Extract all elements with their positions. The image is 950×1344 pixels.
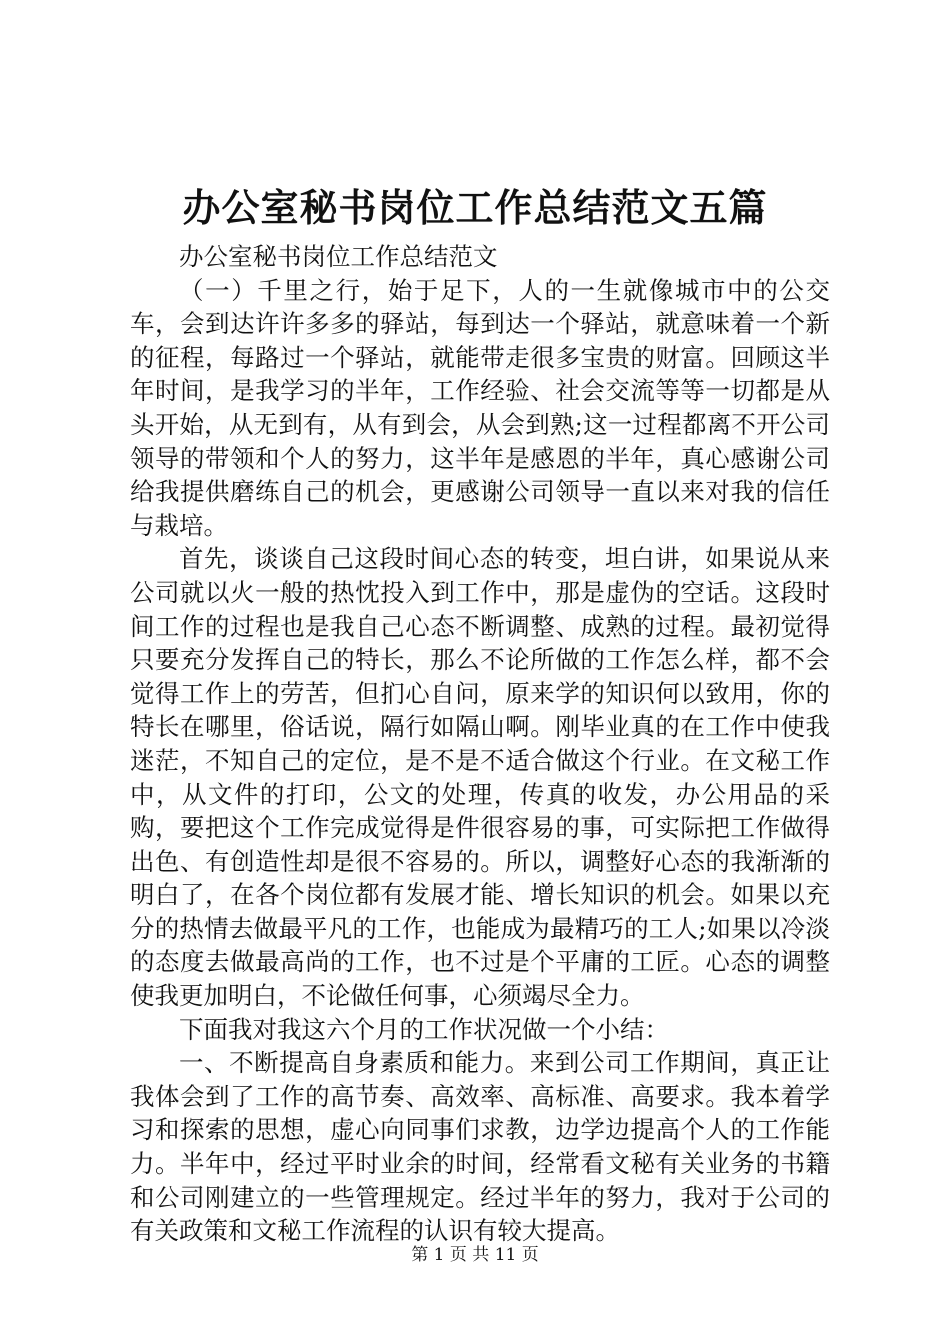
body-paragraph: （一）千里之行，始于足下，人的一生就像城市中的公交车，会到达许许多多的驿站，每到达一个驿站，就意味着一个新的征程，每路过一个驿站，就能带走很多宝贵的财富。回顾这半年时间，是我学习的半年，工作经验、社会交流等等一切都是从头开始，从无到有，从有到会，从会到熟;这一过程都离不开公司领导的带领和个人的努力，这半年是感恩的半年，真心感谢公司给我提供磨练自己的机会，更感谢公司领导一直以来对我的信任与栽培。 (130, 275, 830, 540)
body-paragraph: 一、不断提高自身素质和能力。来到公司工作期间，真正让我体会到了工作的高节奏、高效率、高标准、高要求。我本着学习和探索的思想，虚心向同事们求教，边学边提高个人的工作能力。半年中，经过平时业余的时间，经常看文秘有关业务的书籍和公司刚建立的一些管理规定。经过半年的努力，我对于公司的有关政策和文秘工作流程的认识有较大提高。 (130, 1048, 830, 1246)
document-title: 办公室秘书岗位工作总结范文五篇 (182, 185, 768, 230)
page-number-footer: 第 1 页 共 11 页 (411, 1245, 539, 1265)
body-paragraph: 下面我对我这六个月的工作状况做一个小结： (179, 1014, 669, 1044)
subtitle-paragraph: 办公室秘书岗位工作总结范文 (179, 242, 498, 271)
document-body (130, 240, 830, 1248)
body-paragraph: 首先，谈谈自己这段时间心态的转变，坦白讲，如果说从来公司就以火一般的热忱投入到工作中，那是虚伪的空话。这段时间工作的过程也是我自己心态不断调整、成熟的过程。最初觉得只要充分发挥自己的特长，那么不论所做的工作怎么样，都不会觉得工作上的劳苦，但扪心自问，原来学的知识何以致用，你的特长在哪里，俗话说，隔行如隔山啊。刚毕业真的在工作中使我迷茫，不知自己的定位，是不是不适合做这个行业。在文秘工作中，从文件的打印，公文的处理，传真的收发，办公用品的采购，要把这个工作完成觉得是件很容易的事，可实际把工作做得出色、有创造性却是很不容易的。所以，调整好心态的我渐渐的明白了，在各个岗位都有发展才能、增长知识的机会。如果以充分的热情去做最平凡的工作，也能成为最精巧的工人;如果以冷淡的态度去做最高尚的工作，也不过是个平庸的工匠。心态的调整使我更加明白，不论做任何事，心须竭尽全力。 (130, 544, 830, 1011)
